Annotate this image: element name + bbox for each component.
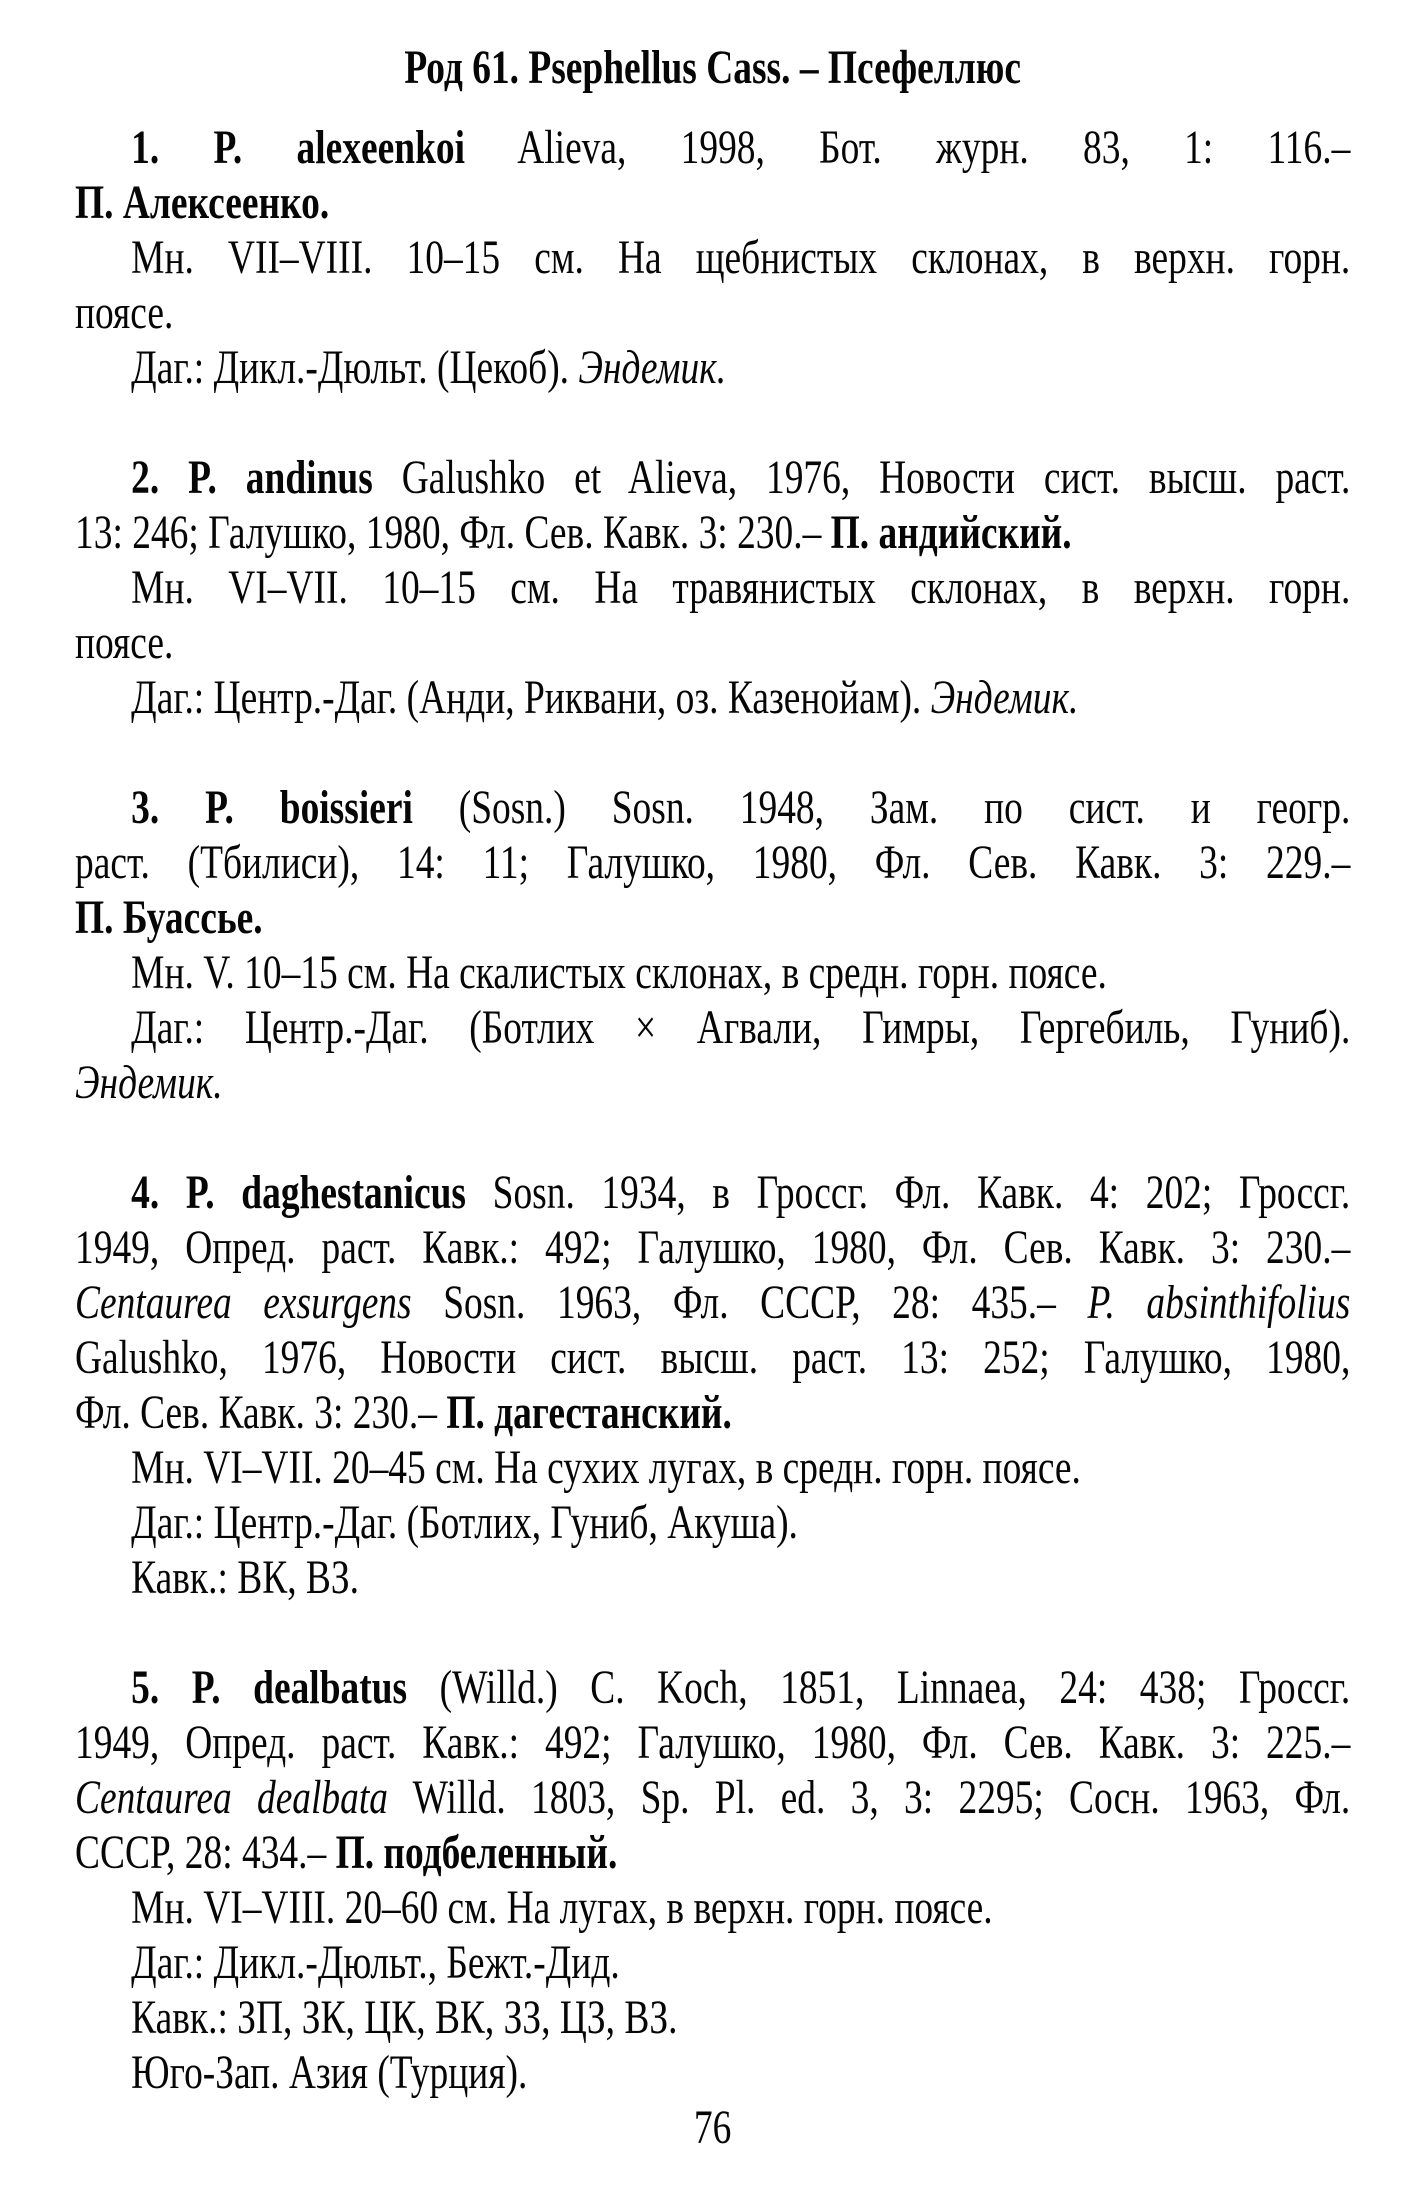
text-segment: 3. P. boissieri — [131, 781, 413, 834]
text-segment: Эндемик. — [75, 1056, 223, 1109]
text-segment: Эндемик. — [930, 671, 1079, 724]
text-segment: П. Алексеенко. — [75, 176, 330, 229]
text-line — [75, 1770, 1350, 1825]
text-segment: Мн. VI–VIII. 20–60 см. На лугах, в верхн. горн. поясе. — [131, 1881, 993, 1934]
text-segment: Willd. 1803, Sp. Pl. ed. 3, 3: 2295; Сосн. 1963, Фл. — [387, 1771, 1351, 1824]
text-line — [75, 615, 1350, 670]
text-line — [75, 1385, 1350, 1440]
text-line — [75, 285, 1350, 340]
text-segment: Фл. Сев. Кавк. 3: 230.– — [75, 1386, 447, 1439]
text-line — [75, 1055, 1350, 1110]
text-segment: Кавк.: ВК, ВЗ. — [131, 1551, 360, 1604]
text-line — [75, 340, 1350, 395]
text-segment: (Willd.) C. Koch, 1851, Linnaea, 24: 438; Гроссг. — [407, 1661, 1351, 1714]
species-entry — [75, 120, 1350, 395]
text-segment: Даг.: Центр.-Даг. (Анди, Риквани, оз. Казенойам). — [131, 671, 931, 724]
text-line — [75, 1715, 1350, 1770]
text-segment: П. андийский. — [830, 506, 1072, 559]
text-line — [75, 1495, 1350, 1550]
text-segment: (Sosn.) Sosn. 1948, Зам. по сист. и геогр. — [412, 781, 1351, 834]
text-segment: Даг.: Центр.-Даг. (Ботлих, Гуниб, Акуша). — [131, 1496, 798, 1549]
text-segment: П. дагестанский. — [446, 1386, 732, 1439]
text-segment: 1. P. alexeenkoi — [131, 121, 466, 174]
text-segment: Мн. VI–VII. 10–15 см. На травянистых склонах, в верхн. горн. — [131, 561, 1351, 614]
species-entries — [75, 120, 1350, 2100]
text-segment: Galushko et Alieva, 1976, Новости сист. высш. раст. — [372, 451, 1351, 504]
text-segment: Юго-Зап. Азия (Турция). — [131, 2046, 528, 2099]
species-entry — [75, 1165, 1350, 1605]
species-entry — [75, 780, 1350, 1110]
page-number: 76 — [693, 2101, 732, 2154]
species-entry — [75, 450, 1350, 725]
text-line — [75, 1000, 1350, 1055]
text-segment: 5. P. dealbatus — [131, 1661, 408, 1714]
text-segment: Sosn. 1934, в Гроссг. Фл. Кавк. 4: 202; Гроссг. — [465, 1166, 1351, 1219]
text-segment: Centaurea exsurgens — [75, 1276, 412, 1329]
text-line — [75, 1935, 1350, 1990]
text-line — [75, 1880, 1350, 1935]
text-line — [75, 175, 1350, 230]
text-line — [75, 780, 1350, 835]
text-line — [75, 1990, 1350, 2045]
text-segment: Даг.: Дикл.-Дюльт., Бежт.-Дид. — [131, 1936, 620, 1989]
text-line — [75, 1550, 1350, 1605]
text-segment: Даг.: Центр.-Даг. (Ботлих × Агвали, Гимры, Гергебиль, Гуниб). — [131, 1001, 1351, 1054]
text-line — [75, 230, 1350, 285]
text-segment: поясе. — [75, 286, 174, 339]
species-entry — [75, 1660, 1350, 2100]
text-line — [75, 2045, 1350, 2100]
text-line — [75, 1220, 1350, 1275]
text-segment: Galushko, 1976, Новости сист. высш. раст. 13: 252; Галушко, 1980, — [75, 1331, 1351, 1384]
text-segment: Sosn. 1963, Фл. СССР, 28: 435.– — [411, 1276, 1088, 1329]
text-line — [75, 1275, 1350, 1330]
text-line — [75, 1165, 1350, 1220]
text-segment: поясе. — [75, 616, 174, 669]
text-segment: 2. P. andinus — [131, 451, 373, 504]
text-segment: П. Буассье. — [75, 891, 263, 944]
text-line — [75, 1440, 1350, 1495]
text-segment: Мн. VII–VIII. 10–15 см. На щебнистых склонах, в верхн. горн. — [131, 231, 1351, 284]
text-line — [75, 890, 1350, 945]
text-segment: Эндемик. — [578, 341, 727, 394]
text-line — [75, 1660, 1350, 1715]
text-line — [75, 120, 1350, 175]
text-line — [75, 835, 1350, 890]
text-segment: Кавк.: ЗП, ЗК, ЦК, ВК, ЗЗ, ЦЗ, ВЗ. — [131, 1991, 678, 2044]
genus-heading: Род 61. Psephellus Cass. – Псефеллюс — [404, 41, 1021, 94]
text-segment: 1949, Опред. раст. Кавк.: 492; Галушко, 1980, Фл. Сев. Кавк. 3: 225.– — [75, 1716, 1351, 1769]
text-segment: Мн. V. 10–15 см. На скалистых склонах, в средн. горн. поясе. — [131, 946, 1107, 999]
text-line — [75, 945, 1350, 1000]
text-segment: Centaurea dealbata — [75, 1771, 388, 1824]
page-content — [75, 40, 1350, 2155]
text-segment: P. absinthifolius — [1087, 1276, 1351, 1329]
text-line — [75, 450, 1350, 505]
text-segment: раст. (Тбилиси), 14: 11; Галушко, 1980, Фл. Сев. Кавк. 3: 229.– — [75, 836, 1351, 889]
text-segment: Alieva, 1998, Бот. журн. 83, 1: 116.– — [465, 121, 1351, 174]
text-line — [75, 1825, 1350, 1880]
text-line — [75, 1330, 1350, 1385]
text-line — [75, 670, 1350, 725]
text-segment: СССР, 28: 434.– — [75, 1826, 336, 1879]
text-segment: П. подбеленный. — [335, 1826, 618, 1879]
text-segment: 4. P. daghestanicus — [131, 1166, 466, 1219]
text-segment: Даг.: Дикл.-Дюльт. (Цекоб). — [131, 341, 579, 394]
text-line — [75, 560, 1350, 615]
text-segment: 1949, Опред. раст. Кавк.: 492; Галушко, 1980, Фл. Сев. Кавк. 3: 230.– — [75, 1221, 1351, 1274]
text-segment: Мн. VI–VII. 20–45 см. На сухих лугах, в средн. горн. поясе. — [131, 1441, 1081, 1494]
text-segment: 13: 246; Галушко, 1980, Фл. Сев. Кавк. 3: 230.– — [75, 506, 831, 559]
text-line — [75, 505, 1350, 560]
